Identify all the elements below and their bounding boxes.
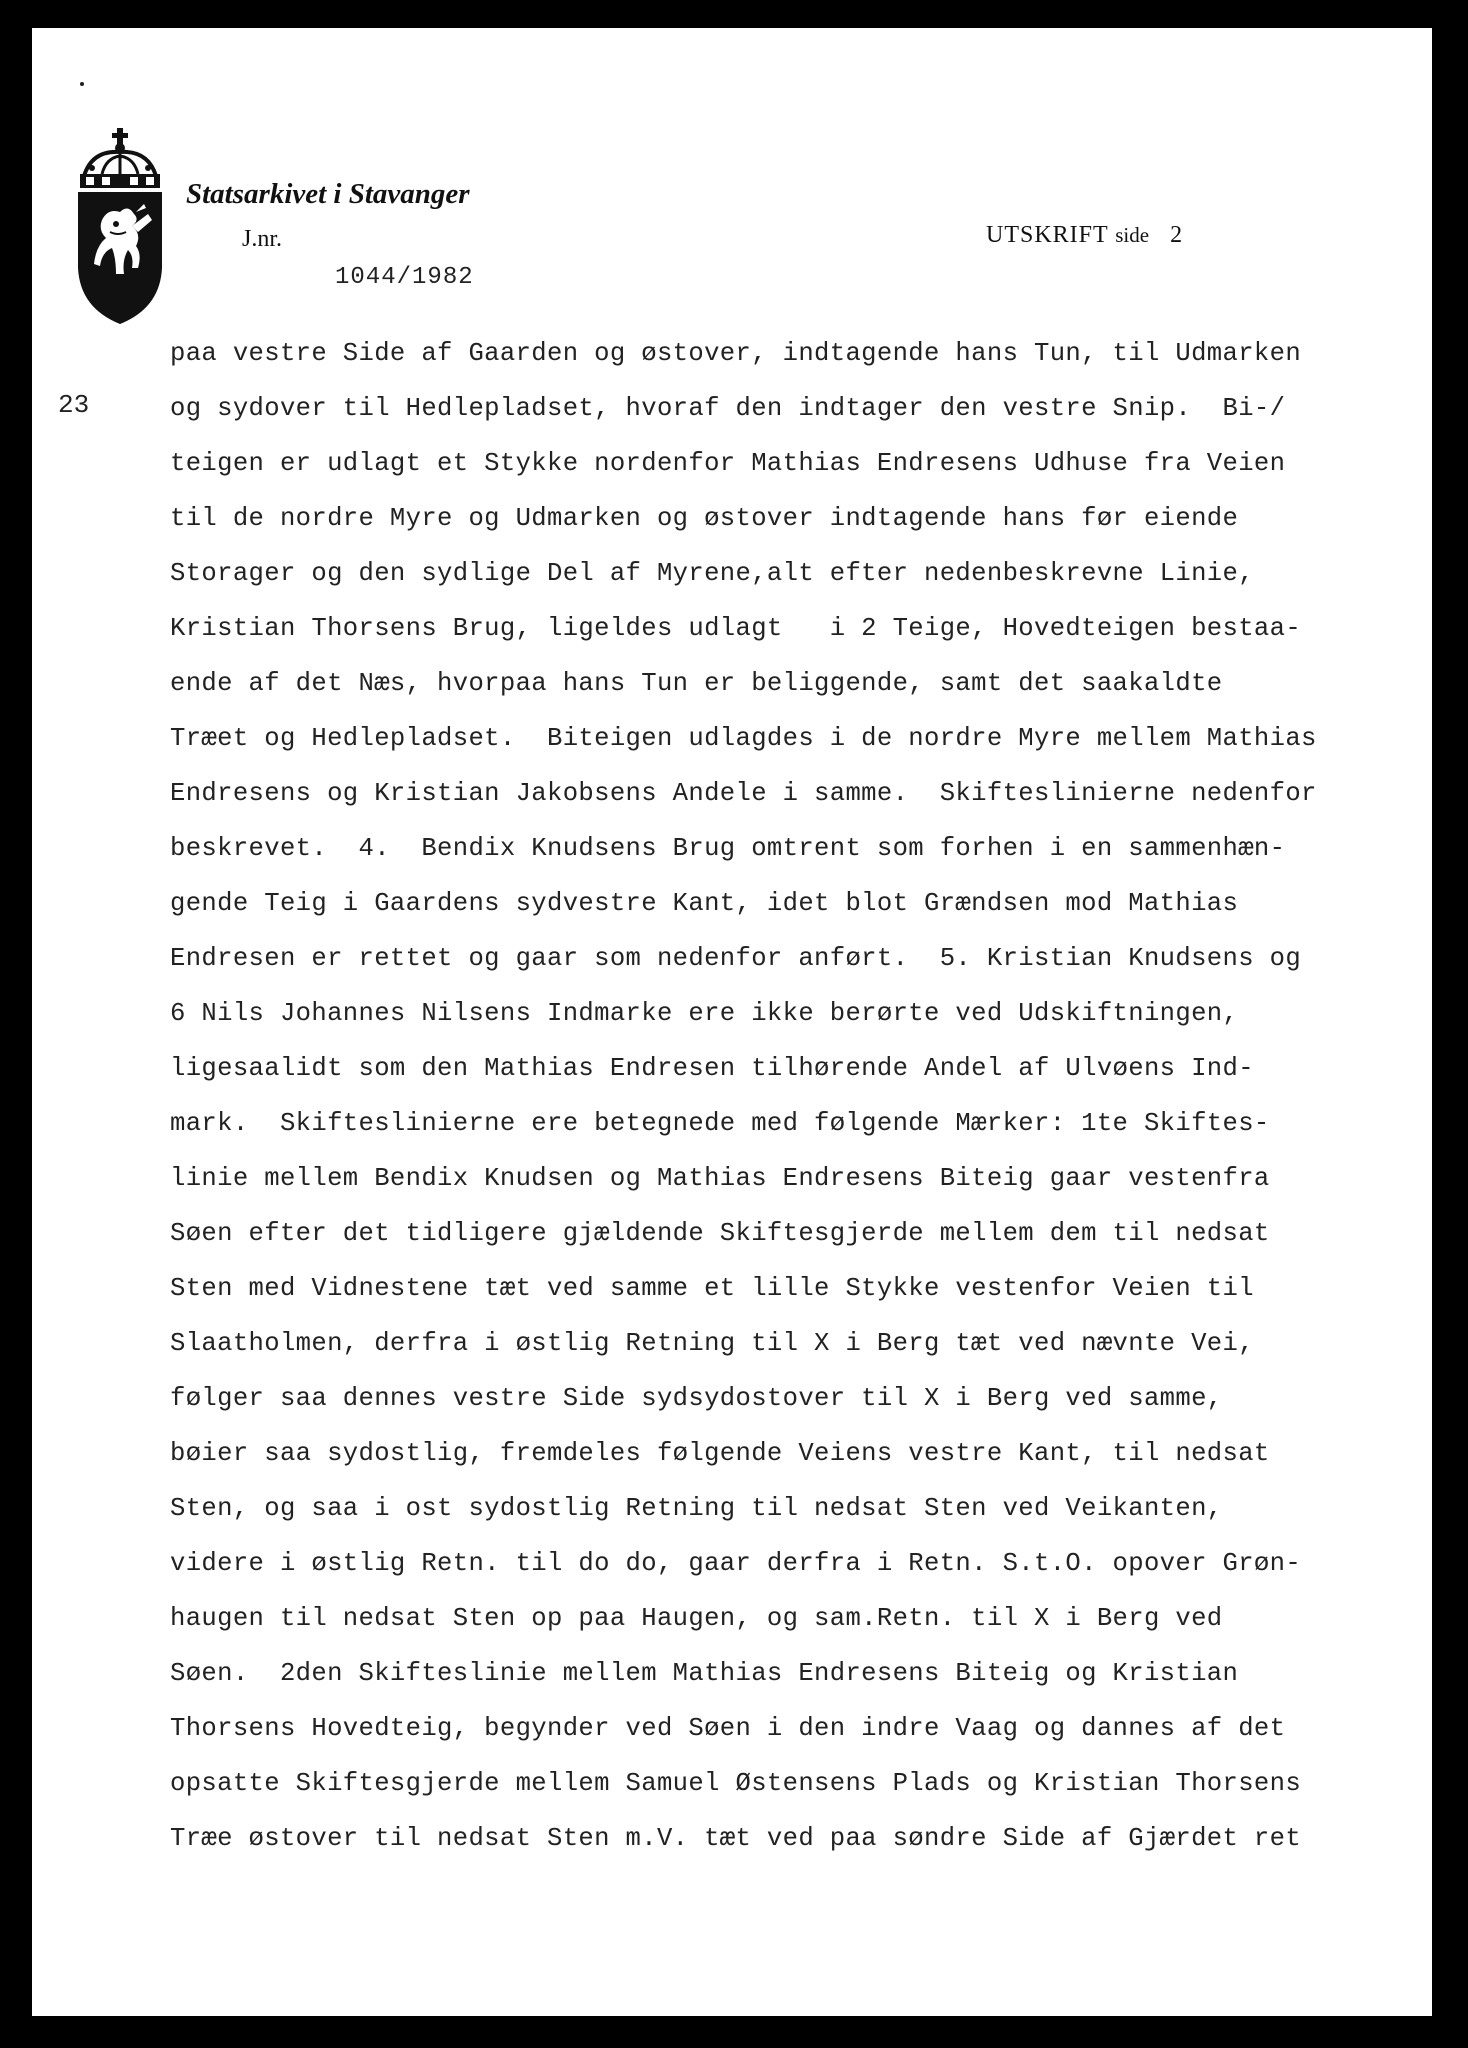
text-line: haugen til nedsat Sten op paa Haugen, og sam.Retn. til X i Berg ved bbox=[170, 1604, 1223, 1633]
text-line: mark. Skifteslinierne ere betegnede med følgende Mærker: 1te Skiftes- bbox=[170, 1109, 1270, 1138]
text-line: bøier saa sydostlig, fremdeles følgende Veiens vestre Kant, til nedsat bbox=[170, 1439, 1270, 1468]
text-line: til de nordre Myre og Udmarken og østover indtagende hans før eiende bbox=[170, 504, 1239, 533]
text-line: Søen efter det tidligere gjældende Skiftesgjerde mellem dem til nedsat bbox=[170, 1219, 1270, 1248]
text-line: Storager og den sydlige Del af Myrene,alt efter nedenbeskrevne Linie, bbox=[170, 559, 1254, 588]
utskrift-header bbox=[986, 222, 1183, 249]
text-line: Kristian Thorsens Brug, ligeldes udlagt i 2 Teige, Hovedteigen bestaa- bbox=[170, 614, 1302, 643]
text-line: Sten med Vidnestene tæt ved samme et lille Stykke vestenfor Veien til bbox=[170, 1274, 1254, 1303]
text-line: 6 Nils Johannes Nilsens Indmarke ere ikke berørte ved Udskiftningen, bbox=[170, 999, 1239, 1028]
utskrift-label: UTSKRIFT bbox=[986, 222, 1109, 248]
text-line: følger saa dennes vestre Side sydsydostover til X i Berg ved samme, bbox=[170, 1384, 1223, 1413]
coat-of-arms-icon bbox=[72, 128, 168, 324]
side-label: side bbox=[1115, 223, 1150, 247]
document-page bbox=[32, 28, 1432, 2016]
text-line: paa vestre Side af Gaarden og østover, indtagende hans Tun, til Udmarken bbox=[170, 339, 1302, 368]
text-line: gende Teig i Gaardens sydvestre Kant, idet blot Grændsen mod Mathias bbox=[170, 889, 1239, 918]
text-line: opsatte Skiftesgjerde mellem Samuel Østensens Plads og Kristian Thorsens bbox=[170, 1769, 1302, 1798]
journal-number-label: J.nr. bbox=[242, 226, 283, 252]
text-line: Endresens og Kristian Jakobsens Andele i samme. Skifteslinierne nedenfor bbox=[170, 779, 1317, 808]
text-line: Træet og Hedlepladset. Biteigen udlagdes i de nordre Myre mellem Mathias bbox=[170, 724, 1317, 753]
text-line: ligesaalidt som den Mathias Endresen tilhørende Andel af Ulvøens Ind- bbox=[170, 1054, 1254, 1083]
text-line: Træe østover til nedsat Sten m.V. tæt ved paa søndre Side af Gjærdet ret bbox=[170, 1824, 1302, 1853]
transcript-body bbox=[170, 326, 1410, 1866]
text-line: videre i østlig Retn. til do do, gaar derfra i Retn. S.t.O. opover Grøn- bbox=[170, 1549, 1302, 1578]
text-line: ende af det Næs, hvorpaa hans Tun er beliggende, samt det saakaldte bbox=[170, 669, 1223, 698]
text-line: Endresen er rettet og gaar som nedenfor anført. 5. Kristian Knudsens og bbox=[170, 944, 1302, 973]
text-line: beskrevet. 4. Bendix Knudsens Brug omtrent som forhen i en sammenhæn- bbox=[170, 834, 1286, 863]
journal-number: 1044/1982 bbox=[335, 264, 474, 291]
margin-number: 23 bbox=[58, 390, 90, 420]
page-number: 2 bbox=[1170, 222, 1184, 248]
archive-name: Statsarkivet i Stavanger bbox=[186, 178, 470, 210]
text-line: Slaatholmen, derfra i østlig Retning til X i Berg tæt ved nævnte Vei, bbox=[170, 1329, 1254, 1358]
text-line: Thorsens Hovedteig, begynder ved Søen i den indre Vaag og dannes af det bbox=[170, 1714, 1286, 1743]
scan-speck bbox=[80, 82, 84, 86]
text-line: Sten, og saa i ost sydostlig Retning til nedsat Sten ved Veikanten, bbox=[170, 1494, 1223, 1523]
text-line: teigen er udlagt et Stykke nordenfor Mathias Endresens Udhuse fra Veien bbox=[170, 449, 1286, 478]
text-line: linie mellem Bendix Knudsen og Mathias Endresens Biteig gaar vestenfra bbox=[170, 1164, 1270, 1193]
text-line: Søen. 2den Skifteslinie mellem Mathias Endresens Biteig og Kristian bbox=[170, 1659, 1239, 1688]
text-line: og sydover til Hedlepladset, hvoraf den indtager den vestre Snip. Bi-/ bbox=[170, 394, 1286, 423]
